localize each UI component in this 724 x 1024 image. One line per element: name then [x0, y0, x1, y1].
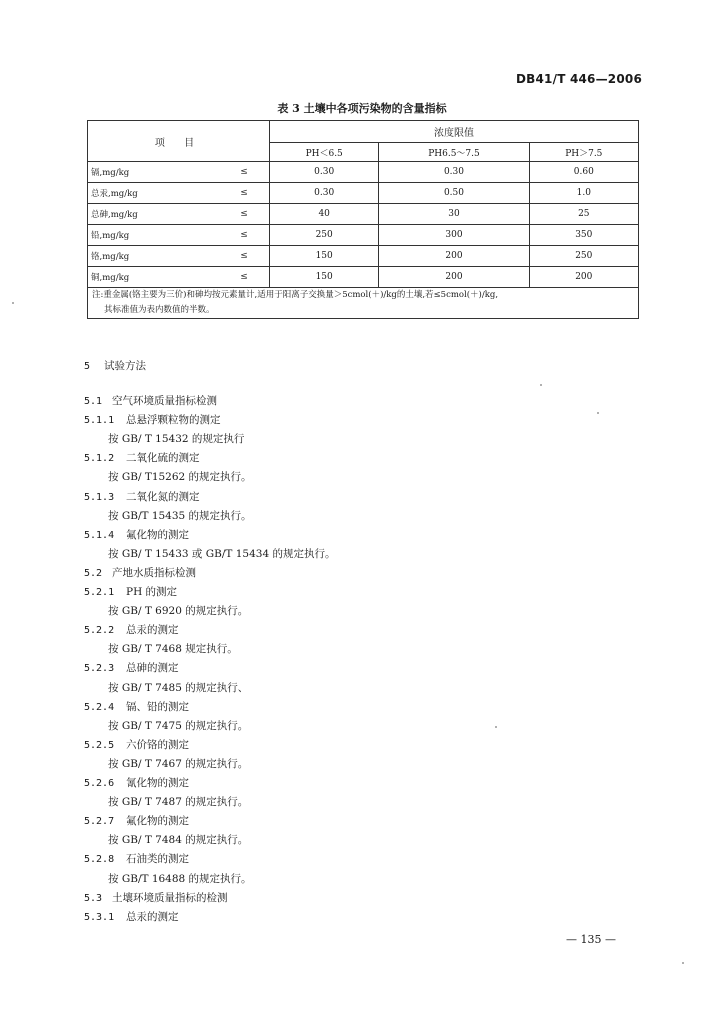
limit-value: 300	[379, 225, 529, 246]
limit-value: 250	[270, 225, 379, 246]
scan-speck	[682, 962, 684, 964]
section-text: 按 GB/ T 7487 的规定执行。	[108, 796, 249, 809]
section-number: 5.2.7	[84, 816, 115, 828]
ph-header-mid: PH6.5～7.5	[379, 143, 529, 162]
page-number: — 135 —	[566, 933, 616, 946]
table-note-row	[88, 288, 639, 319]
table-row	[88, 183, 639, 204]
limit-value: 0.60	[529, 162, 638, 183]
section-text: 石油类的测定	[126, 853, 189, 866]
table-row	[88, 246, 639, 267]
section-number: 5.2.3	[84, 663, 115, 675]
method-reference	[108, 431, 244, 446]
section-text: 土壤环境质量指标的检测	[112, 891, 228, 904]
section-number: 5.2.1	[84, 587, 115, 598]
section-number: 5.1	[84, 396, 103, 407]
section-text: 氟化物的测定	[126, 815, 189, 828]
limit-value: 200	[379, 246, 529, 267]
section-number: 5.1.2	[84, 453, 115, 465]
section-text: 按 GB/ T 7484 的规定执行。	[108, 834, 249, 847]
section-number: 5.2.6	[84, 778, 115, 789]
pollutant-name: 铅,mg/kg	[88, 225, 220, 246]
pollutant-name: 铜,mg/kg	[88, 267, 220, 288]
pollutant-table	[87, 120, 639, 319]
limit-value: 200	[379, 267, 529, 288]
comparison-operator: ≤	[219, 246, 270, 267]
section-text: 二氧化硫的测定	[126, 452, 200, 465]
section-text: 空气环境质量指标检测	[112, 395, 217, 407]
section-heading	[84, 584, 177, 599]
section-number: 5.3.1	[84, 911, 115, 923]
section-text: 按 GB/ T 7485 的规定执行、	[108, 681, 249, 694]
section-text: 按 GB/ T 7475 的规定执行。	[108, 719, 249, 732]
comparison-operator: ≤	[219, 162, 270, 183]
section-heading	[84, 909, 179, 924]
note-line-1: 注:重金属(铬主要为三价)和砷均按元素量计,适用于阳离子交换量＞5cmol(＋)/kg的土壤,若≤5cmol(＋)/kg,	[92, 290, 499, 300]
section-number: 5.2.8	[84, 854, 115, 866]
method-reference	[108, 871, 252, 886]
section-number: 5.3	[84, 892, 103, 904]
limit-value: 30	[379, 204, 529, 225]
limit-value: 40	[270, 204, 379, 225]
limit-value: 0.50	[379, 183, 529, 204]
section-text: 按 GB/ T 7467 的规定执行。	[108, 757, 249, 770]
scan-speck	[597, 412, 599, 414]
method-reference	[108, 469, 252, 484]
section-heading	[84, 813, 189, 828]
section-text: 总汞的测定	[126, 910, 179, 923]
table-row	[88, 204, 639, 225]
section-text: 总汞的测定	[126, 624, 179, 637]
limit-value: 200	[529, 267, 638, 288]
table-note	[88, 288, 639, 319]
pollutant-name: 总汞,mg/kg	[88, 183, 220, 204]
limit-value: 1.0	[529, 183, 638, 204]
section-heading	[84, 851, 189, 866]
section-heading	[84, 527, 189, 542]
scan-speck	[495, 726, 497, 728]
table-title: 表 3 土壤中各项污染物的含量指标	[277, 102, 447, 115]
section-text: 二氧化氮的测定	[126, 490, 200, 503]
section-heading	[84, 890, 228, 905]
method-reference	[108, 756, 248, 771]
scan-speck	[12, 302, 14, 304]
section-number: 5.2.4	[84, 701, 115, 713]
section-number: 5.1.1	[84, 415, 115, 427]
section-heading	[84, 737, 189, 752]
method-reference	[108, 832, 248, 847]
comparison-operator: ≤	[219, 267, 270, 288]
section-text: 按 GB/ T 7468 规定执行。	[108, 643, 238, 656]
ph-header-high: PH＞7.5	[529, 143, 638, 162]
method-reference	[108, 718, 248, 733]
section-number: 5.1.3	[84, 491, 115, 503]
comparison-operator: ≤	[219, 204, 270, 225]
section-text: 产地水质指标检测	[112, 566, 196, 579]
method-reference	[108, 680, 248, 695]
method-reference	[108, 508, 252, 523]
section-text: 氰化物的测定	[126, 777, 189, 789]
table-row	[88, 162, 639, 183]
method-reference	[108, 603, 248, 618]
limit-value: 25	[529, 204, 638, 225]
section-text: 总砷的测定	[126, 662, 179, 675]
section-heading	[84, 489, 200, 504]
table-row	[88, 267, 639, 288]
method-reference	[108, 546, 335, 561]
table-row	[88, 225, 639, 246]
limit-value: 0.30	[379, 162, 529, 183]
section-number: 5.2	[84, 567, 103, 579]
section-text: 镉、铅的测定	[126, 700, 189, 713]
section-text: 按 GB/T 16488 的规定执行。	[108, 872, 252, 885]
scan-speck	[540, 384, 542, 386]
concentration-limit-header: 浓度限值	[270, 121, 639, 143]
method-reference	[108, 794, 248, 809]
comparison-operator: ≤	[219, 225, 270, 246]
item-header: 项 目	[88, 121, 270, 162]
section-number: 5.2.2	[84, 625, 115, 637]
limit-value: 0.30	[270, 162, 379, 183]
section-text: 总悬浮颗粒物的测定	[126, 414, 221, 427]
pollutant-name: 镉,mg/kg	[88, 162, 220, 183]
document-code: DB41/T 446—2006	[516, 72, 642, 86]
section-heading	[84, 699, 189, 714]
section-heading	[84, 412, 221, 427]
section-heading	[84, 565, 196, 580]
section-text: 试验方法	[104, 360, 146, 372]
note-line-2: 其标准值为表内数值的半数。	[104, 305, 215, 315]
section-heading	[84, 450, 200, 465]
section-text: 按 GB/ T15262 的规定执行。	[108, 471, 252, 484]
comparison-operator: ≤	[219, 183, 270, 204]
section-text: 按 GB/ T 15432 的规定执行	[108, 433, 245, 446]
section-text: 按 GB/ T 6920 的规定执行。	[108, 605, 249, 618]
limit-value: 0.30	[270, 183, 379, 204]
limit-value: 250	[529, 246, 638, 267]
table-body	[88, 162, 639, 288]
section-heading	[84, 622, 179, 637]
section-number: 5	[84, 361, 91, 372]
section-heading	[84, 393, 217, 408]
section-number: 5.2.5	[84, 739, 115, 751]
section-text: 六价铬的测定	[126, 738, 189, 751]
limit-value: 150	[270, 267, 379, 288]
section-text: PH 的测定	[126, 586, 178, 598]
section-heading	[84, 660, 179, 675]
table-header-row	[88, 121, 639, 143]
pollutant-name: 铬,mg/kg	[88, 246, 220, 267]
section-text: 按 GB/T 15435 的规定执行。	[108, 509, 252, 522]
section-text: 氟化物的测定	[126, 528, 189, 541]
section-heading	[84, 775, 189, 790]
section-number: 5.1.4	[84, 529, 115, 541]
pollutant-name: 总砷,mg/kg	[88, 204, 220, 225]
limit-value: 350	[529, 225, 638, 246]
limit-value: 150	[270, 246, 379, 267]
ph-header-low: PH＜6.5	[270, 143, 379, 162]
section-heading	[84, 358, 146, 373]
section-text: 按 GB/ T 15433 或 GB/T 15434 的规定执行。	[108, 547, 336, 560]
method-reference	[108, 641, 238, 656]
